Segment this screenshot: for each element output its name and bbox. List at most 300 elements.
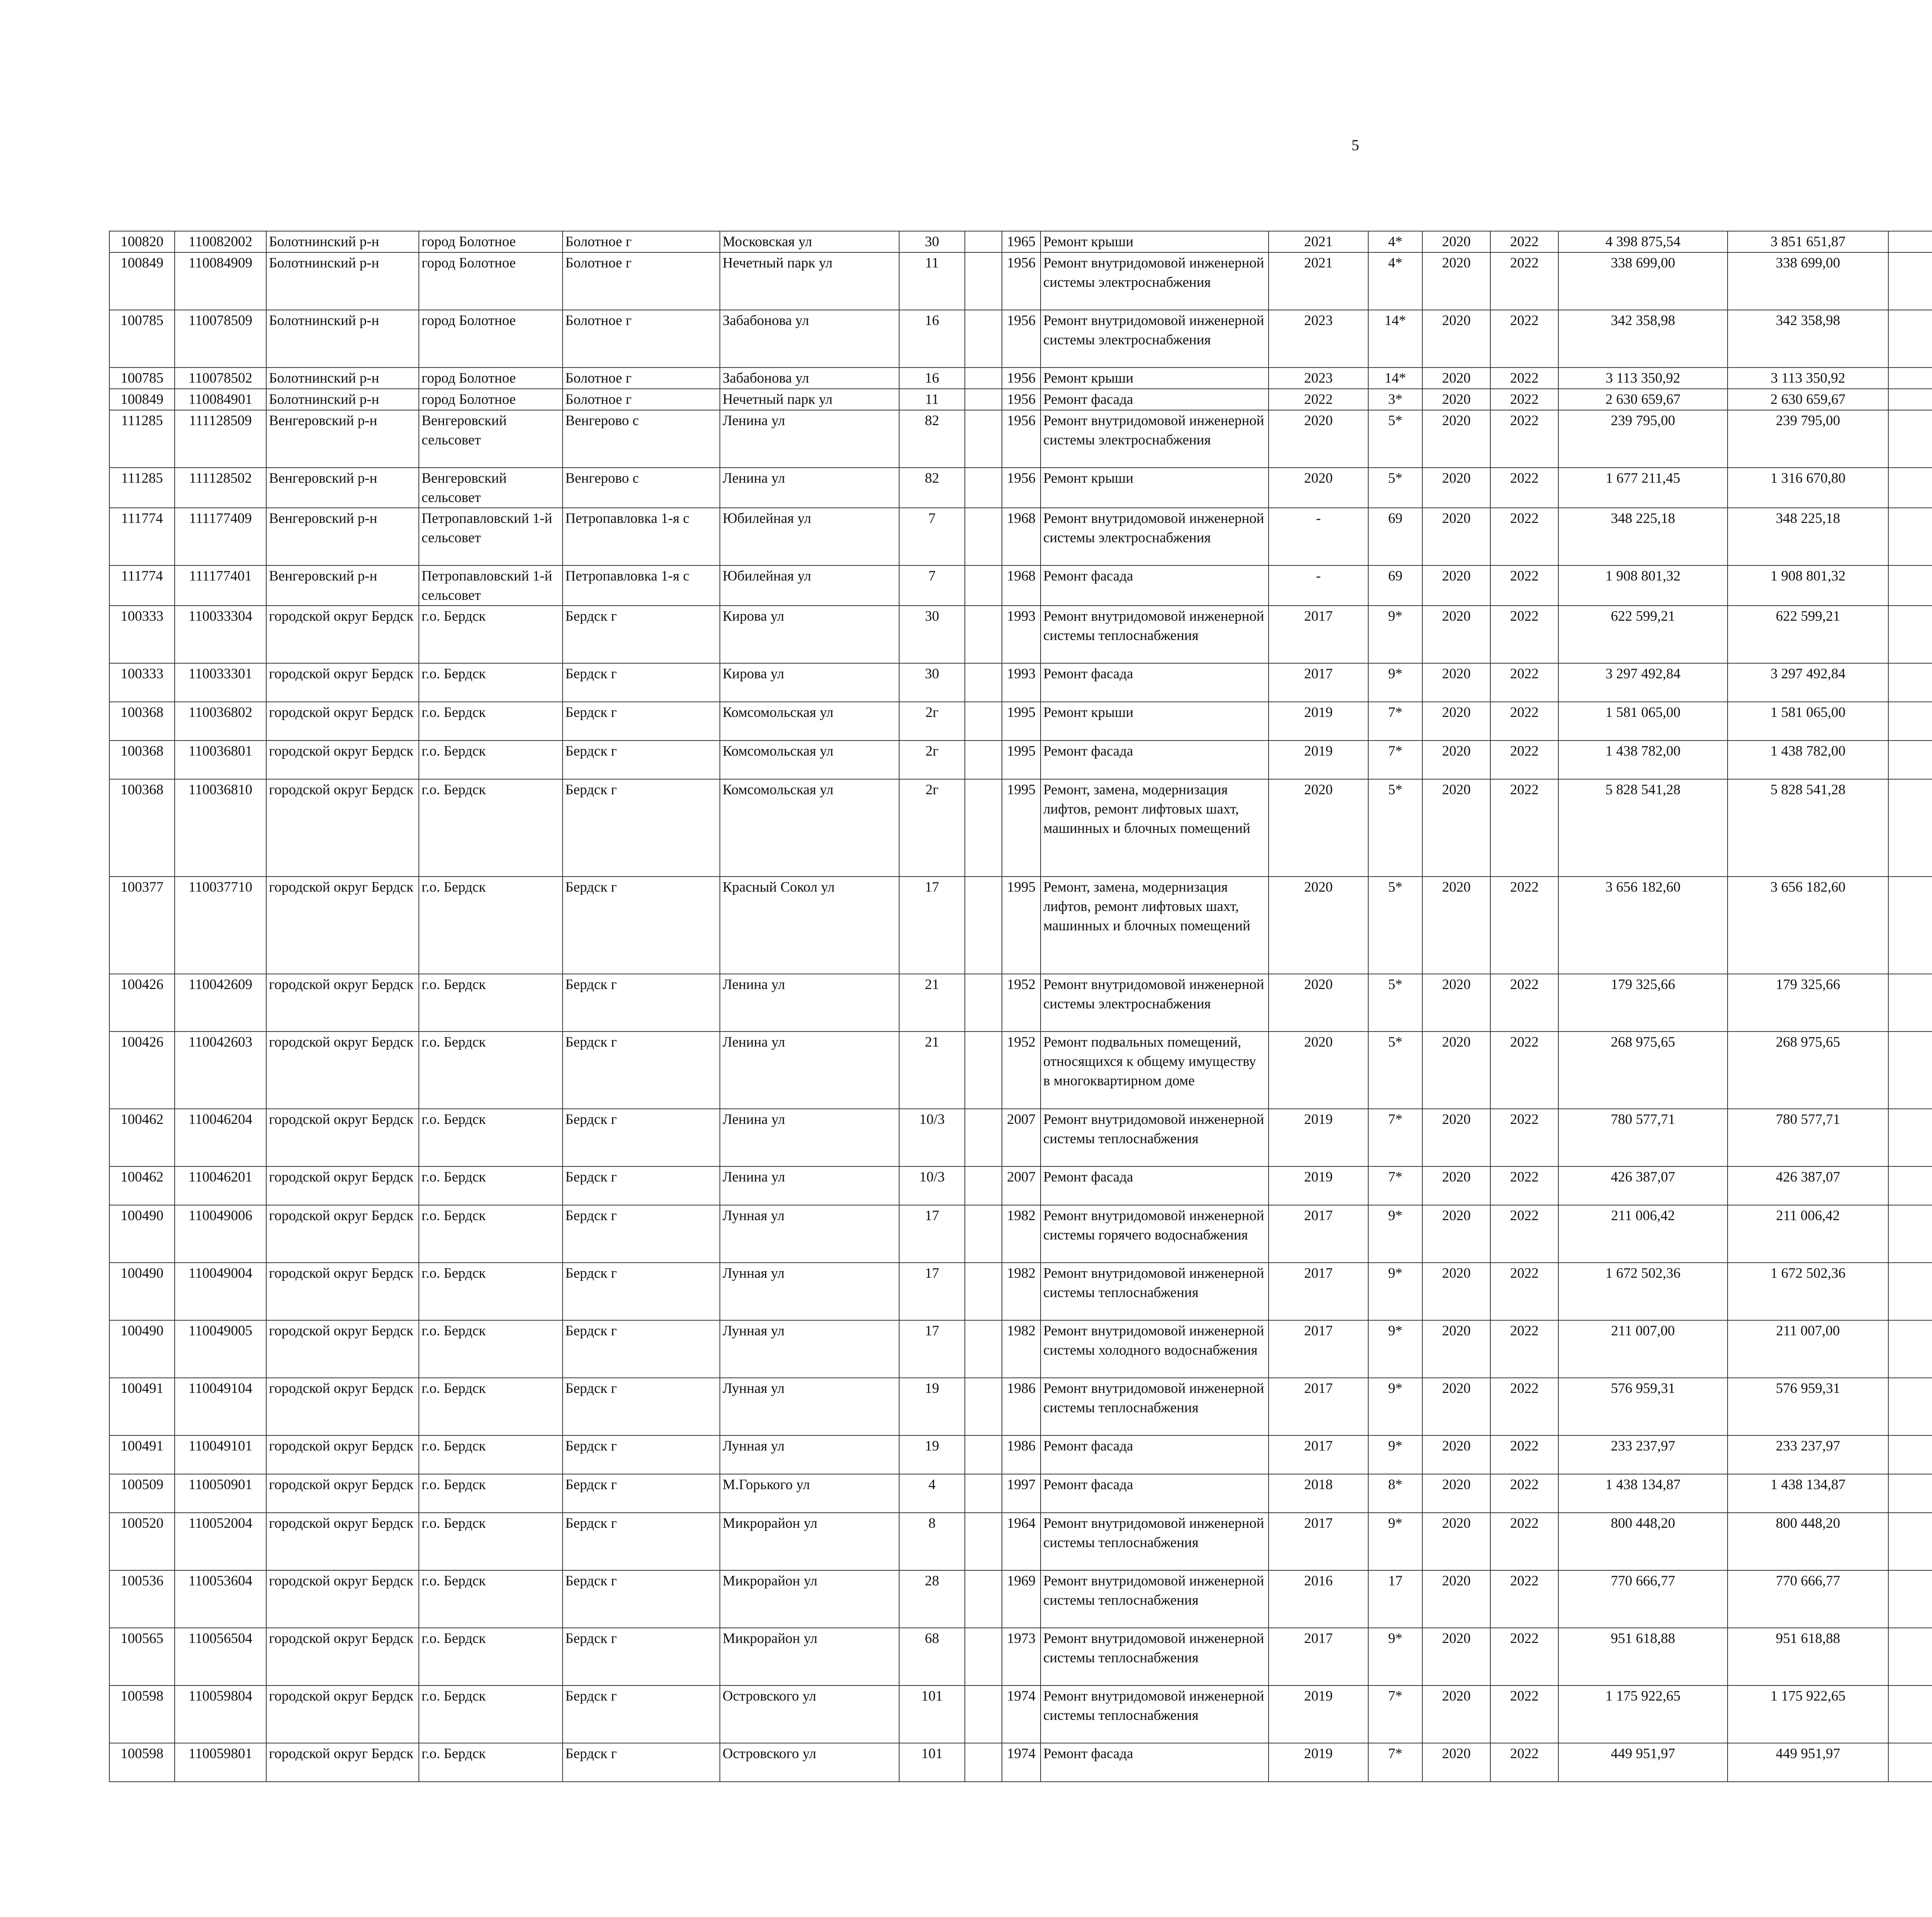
cell-total-cost: 800 448,20 xyxy=(1558,1513,1728,1570)
cell-district: городской округ Бердск xyxy=(266,741,419,779)
cell-house: 17 xyxy=(899,1205,965,1263)
cell-total-cost: 449 951,97 xyxy=(1558,1743,1728,1782)
cell-cost-2 xyxy=(1888,1109,1932,1166)
cell-locality: Бердск г xyxy=(563,1513,720,1570)
cell-cost-2 xyxy=(1888,877,1932,974)
cell-house: 19 xyxy=(899,1378,965,1435)
cell-period-start: 2020 xyxy=(1422,310,1490,368)
cell-work-id: 110059804 xyxy=(175,1685,266,1743)
cell-building xyxy=(965,779,1002,877)
cell-floors: 5* xyxy=(1368,779,1422,877)
cell-year-built: 1968 xyxy=(1002,565,1041,606)
table-row xyxy=(109,1743,1932,1782)
cell-year-built: 1974 xyxy=(1002,1685,1041,1743)
cell-period-end: 2022 xyxy=(1490,779,1558,877)
cell-street: Островского ул xyxy=(720,1743,899,1782)
cell-cost-2 xyxy=(1888,1263,1932,1320)
cell-work-id: 110084901 xyxy=(175,389,266,410)
cell-repair-year: 2017 xyxy=(1269,663,1368,702)
cell-year-built: 1968 xyxy=(1002,508,1041,565)
cell-work-id: 110036802 xyxy=(175,702,266,741)
cell-municipality: г.о. Бердск xyxy=(419,974,563,1032)
cell-district: городской округ Бердск xyxy=(266,1628,419,1685)
cell-cost-fund: 780 577,71 xyxy=(1728,1109,1888,1166)
cell-total-cost: 179 325,66 xyxy=(1558,974,1728,1032)
cell-floors: 5* xyxy=(1368,468,1422,508)
cell-building xyxy=(965,1435,1002,1474)
cell-total-cost: 4 398 875,54 xyxy=(1558,231,1728,252)
cell-house-id: 100333 xyxy=(109,606,175,663)
cell-work-id: 110084909 xyxy=(175,252,266,310)
cell-work-id: 110042609 xyxy=(175,974,266,1032)
cell-locality: Болотное г xyxy=(563,389,720,410)
cell-work: Ремонт подвальных помещений, относящихся к общему имуществу в многоквартирном доме xyxy=(1041,1032,1269,1109)
cell-total-cost: 3 113 350,92 xyxy=(1558,368,1728,389)
cell-floors: 9* xyxy=(1368,606,1422,663)
cell-district: городской округ Бердск xyxy=(266,1109,419,1166)
cell-year-built: 1952 xyxy=(1002,1032,1041,1109)
cell-building xyxy=(965,565,1002,606)
cell-street: Микрорайон ул xyxy=(720,1570,899,1628)
cell-locality: Болотное г xyxy=(563,310,720,368)
cell-building xyxy=(965,231,1002,252)
cell-street: Лунная ул xyxy=(720,1205,899,1263)
cell-cost-fund: 179 325,66 xyxy=(1728,974,1888,1032)
cell-period-end: 2022 xyxy=(1490,1743,1558,1782)
cell-house-id: 100490 xyxy=(109,1263,175,1320)
cell-cost-2 xyxy=(1888,1743,1932,1782)
cell-street: Ленина ул xyxy=(720,410,899,468)
cell-district: городской округ Бердск xyxy=(266,1513,419,1570)
cell-house-id: 100333 xyxy=(109,663,175,702)
cell-total-cost: 1 672 502,36 xyxy=(1558,1263,1728,1320)
cell-floors: 5* xyxy=(1368,1032,1422,1109)
cell-locality: Бердск г xyxy=(563,1263,720,1320)
cell-cost-fund: 1 438 782,00 xyxy=(1728,741,1888,779)
cell-municipality: город Болотное xyxy=(419,252,563,310)
table-row xyxy=(109,410,1932,468)
cell-locality: Бердск г xyxy=(563,1474,720,1513)
cell-locality: Бердск г xyxy=(563,974,720,1032)
cell-district: Болотнинский р-н xyxy=(266,389,419,410)
cell-work: Ремонт внутридомовой инженерной системы теплоснабжения xyxy=(1041,1685,1269,1743)
cell-house-id: 111285 xyxy=(109,410,175,468)
cell-repair-year: 2020 xyxy=(1269,468,1368,508)
cell-work: Ремонт фасада xyxy=(1041,1435,1269,1474)
cell-cost-fund: 800 448,20 xyxy=(1728,1513,1888,1570)
cell-total-cost: 426 387,07 xyxy=(1558,1166,1728,1205)
cell-municipality: Венгеровский сельсовет xyxy=(419,410,563,468)
cell-period-start: 2020 xyxy=(1422,1205,1490,1263)
cell-period-end: 2022 xyxy=(1490,1474,1558,1513)
cell-street: Комсомольская ул xyxy=(720,779,899,877)
cell-municipality: г.о. Бердск xyxy=(419,1513,563,1570)
table-row xyxy=(109,231,1932,252)
cell-year-built: 1956 xyxy=(1002,252,1041,310)
cell-street: Красный Сокол ул xyxy=(720,877,899,974)
cell-period-start: 2020 xyxy=(1422,1628,1490,1685)
cell-repair-year: 2020 xyxy=(1269,1032,1368,1109)
cell-municipality: г.о. Бердск xyxy=(419,877,563,974)
cell-building xyxy=(965,1628,1002,1685)
cell-cost-2 xyxy=(1888,1435,1932,1474)
cell-house: 16 xyxy=(899,368,965,389)
cell-street: Островского ул xyxy=(720,1685,899,1743)
cell-municipality: город Болотное xyxy=(419,310,563,368)
cell-period-end: 2022 xyxy=(1490,702,1558,741)
cell-cost-fund: 268 975,65 xyxy=(1728,1032,1888,1109)
cell-municipality: г.о. Бердск xyxy=(419,663,563,702)
cell-cost-fund: 770 666,77 xyxy=(1728,1570,1888,1628)
cell-building xyxy=(965,1513,1002,1570)
cell-municipality: город Болотное xyxy=(419,231,563,252)
table-row xyxy=(109,1378,1932,1435)
cell-period-start: 2020 xyxy=(1422,663,1490,702)
cell-cost-fund: 233 237,97 xyxy=(1728,1435,1888,1474)
cell-total-cost: 3 656 182,60 xyxy=(1558,877,1728,974)
cell-work: Ремонт, замена, модернизация лифтов, ремонт лифтовых шахт, машинных и блочных помещений xyxy=(1041,779,1269,877)
cell-period-start: 2020 xyxy=(1422,702,1490,741)
cell-house-id: 100462 xyxy=(109,1166,175,1205)
cell-street: Забабонова ул xyxy=(720,310,899,368)
cell-work-id: 110049101 xyxy=(175,1435,266,1474)
cell-floors: 5* xyxy=(1368,974,1422,1032)
cell-municipality: г.о. Бердск xyxy=(419,606,563,663)
cell-work: Ремонт внутридомовой инженерной системы электроснабжения xyxy=(1041,508,1269,565)
cell-floors: 8* xyxy=(1368,1474,1422,1513)
cell-work-id: 110059801 xyxy=(175,1743,266,1782)
cell-period-end: 2022 xyxy=(1490,1109,1558,1166)
cell-street: Лунная ул xyxy=(720,1435,899,1474)
cell-building xyxy=(965,1263,1002,1320)
cell-cost-2 xyxy=(1888,779,1932,877)
cell-house: 30 xyxy=(899,606,965,663)
cell-work: Ремонт внутридомовой инженерной системы холодного водоснабжения xyxy=(1041,1320,1269,1378)
cell-building xyxy=(965,508,1002,565)
cell-period-start: 2020 xyxy=(1422,410,1490,468)
cell-house: 17 xyxy=(899,1263,965,1320)
cell-municipality: г.о. Бердск xyxy=(419,741,563,779)
cell-period-end: 2022 xyxy=(1490,1628,1558,1685)
cell-work-id: 111128509 xyxy=(175,410,266,468)
cell-house-id: 100426 xyxy=(109,1032,175,1109)
cell-cost-2 xyxy=(1888,1513,1932,1570)
cell-cost-2 xyxy=(1888,1628,1932,1685)
cell-cost-fund: 2 630 659,67 xyxy=(1728,389,1888,410)
cell-house: 28 xyxy=(899,1570,965,1628)
cell-locality: Бердск г xyxy=(563,741,720,779)
cell-municipality: г.о. Бердск xyxy=(419,1435,563,1474)
cell-year-built: 1995 xyxy=(1002,877,1041,974)
cell-locality: Бердск г xyxy=(563,663,720,702)
cell-cost-fund: 239 795,00 xyxy=(1728,410,1888,468)
cell-period-start: 2020 xyxy=(1422,252,1490,310)
cell-municipality: г.о. Бердск xyxy=(419,1743,563,1782)
cell-period-start: 2020 xyxy=(1422,1378,1490,1435)
cell-cost-fund: 5 828 541,28 xyxy=(1728,779,1888,877)
cell-cost-2 xyxy=(1888,565,1932,606)
cell-house: 7 xyxy=(899,508,965,565)
cell-cost-2 xyxy=(1888,1685,1932,1743)
cell-year-built: 1997 xyxy=(1002,1474,1041,1513)
cell-cost-2 xyxy=(1888,702,1932,741)
cell-building xyxy=(965,468,1002,508)
cell-period-start: 2020 xyxy=(1422,1109,1490,1166)
cell-period-end: 2022 xyxy=(1490,508,1558,565)
cell-year-built: 1982 xyxy=(1002,1263,1041,1320)
cell-building xyxy=(965,877,1002,974)
cell-work: Ремонт крыши xyxy=(1041,368,1269,389)
cell-building xyxy=(965,663,1002,702)
cell-period-start: 2020 xyxy=(1422,231,1490,252)
cell-work: Ремонт фасада xyxy=(1041,1743,1269,1782)
cell-street: Ленина ул xyxy=(720,1109,899,1166)
cell-cost-2 xyxy=(1888,410,1932,468)
cell-repair-year: 2020 xyxy=(1269,877,1368,974)
cell-repair-year: 2020 xyxy=(1269,974,1368,1032)
table-row xyxy=(109,1685,1932,1743)
cell-building xyxy=(965,974,1002,1032)
cell-period-end: 2022 xyxy=(1490,252,1558,310)
cell-total-cost: 1 175 922,65 xyxy=(1558,1685,1728,1743)
cell-floors: 7* xyxy=(1368,1685,1422,1743)
cell-house: 101 xyxy=(899,1743,965,1782)
cell-period-end: 2022 xyxy=(1490,1513,1558,1570)
cell-municipality: Петропавловский 1-й сельсовет xyxy=(419,565,563,606)
cell-cost-fund: 3 851 651,87 xyxy=(1728,231,1888,252)
cell-period-start: 2020 xyxy=(1422,779,1490,877)
cell-cost-2 xyxy=(1888,663,1932,702)
cell-locality: Болотное г xyxy=(563,368,720,389)
table-row xyxy=(109,663,1932,702)
cell-building xyxy=(965,1474,1002,1513)
cell-house-id: 100426 xyxy=(109,974,175,1032)
cell-locality: Болотное г xyxy=(563,231,720,252)
cell-work: Ремонт внутридомовой инженерной системы электроснабжения xyxy=(1041,410,1269,468)
cell-repair-year: 2021 xyxy=(1269,231,1368,252)
cell-district: городской округ Бердск xyxy=(266,663,419,702)
cell-street: Лунная ул xyxy=(720,1378,899,1435)
cell-repair-year: 2022 xyxy=(1269,389,1368,410)
cell-building xyxy=(965,741,1002,779)
cell-house-id: 100598 xyxy=(109,1743,175,1782)
table-row xyxy=(109,702,1932,741)
cell-year-built: 1995 xyxy=(1002,702,1041,741)
cell-street: Микрорайон ул xyxy=(720,1628,899,1685)
cell-cost-2 xyxy=(1888,1474,1932,1513)
cell-building xyxy=(965,606,1002,663)
cell-work-id: 111177409 xyxy=(175,508,266,565)
cell-period-end: 2022 xyxy=(1490,310,1558,368)
cell-work: Ремонт внутридомовой инженерной системы теплоснабжения xyxy=(1041,1378,1269,1435)
cell-municipality: г.о. Бердск xyxy=(419,1378,563,1435)
cell-district: городской округ Бердск xyxy=(266,606,419,663)
cell-building xyxy=(965,410,1002,468)
cell-cost-fund: 211 007,00 xyxy=(1728,1320,1888,1378)
cell-cost-2 xyxy=(1888,310,1932,368)
cell-period-start: 2020 xyxy=(1422,1474,1490,1513)
table-row xyxy=(109,606,1932,663)
cell-year-built: 1973 xyxy=(1002,1628,1041,1685)
cell-year-built: 1993 xyxy=(1002,663,1041,702)
cell-house: 82 xyxy=(899,468,965,508)
cell-work-id: 110037710 xyxy=(175,877,266,974)
cell-repair-year: 2017 xyxy=(1269,1263,1368,1320)
cell-total-cost: 1 438 782,00 xyxy=(1558,741,1728,779)
cell-work-id: 110042603 xyxy=(175,1032,266,1109)
cell-total-cost: 338 699,00 xyxy=(1558,252,1728,310)
cell-total-cost: 770 666,77 xyxy=(1558,1570,1728,1628)
cell-cost-2 xyxy=(1888,1378,1932,1435)
cell-district: городской округ Бердск xyxy=(266,1570,419,1628)
cell-total-cost: 348 225,18 xyxy=(1558,508,1728,565)
cell-building xyxy=(965,1570,1002,1628)
cell-building xyxy=(965,702,1002,741)
cell-street: Лунная ул xyxy=(720,1320,899,1378)
cell-period-start: 2020 xyxy=(1422,974,1490,1032)
cell-house-id: 100820 xyxy=(109,231,175,252)
cell-locality: Бердск г xyxy=(563,877,720,974)
cell-work: Ремонт фасада xyxy=(1041,1474,1269,1513)
cell-house: 4 xyxy=(899,1474,965,1513)
cell-house: 16 xyxy=(899,310,965,368)
cell-cost-2 xyxy=(1888,389,1932,410)
cell-year-built: 1952 xyxy=(1002,974,1041,1032)
cell-year-built: 1974 xyxy=(1002,1743,1041,1782)
cell-cost-2 xyxy=(1888,1166,1932,1205)
cell-work: Ремонт фасада xyxy=(1041,663,1269,702)
cell-building xyxy=(965,252,1002,310)
cell-year-built: 1995 xyxy=(1002,741,1041,779)
cell-cost-2 xyxy=(1888,974,1932,1032)
cell-period-start: 2020 xyxy=(1422,468,1490,508)
cell-period-start: 2020 xyxy=(1422,1435,1490,1474)
cell-repair-year: 2019 xyxy=(1269,1685,1368,1743)
cell-work-id: 110078509 xyxy=(175,310,266,368)
cell-cost-2 xyxy=(1888,1570,1932,1628)
cell-house-id: 111774 xyxy=(109,508,175,565)
cell-cost-2 xyxy=(1888,1205,1932,1263)
cell-floors: 4* xyxy=(1368,231,1422,252)
cell-house-id: 111774 xyxy=(109,565,175,606)
cell-locality: Бердск г xyxy=(563,1032,720,1109)
cell-floors: 69 xyxy=(1368,508,1422,565)
cell-house-id: 100368 xyxy=(109,779,175,877)
cell-district: городской округ Бердск xyxy=(266,877,419,974)
cell-period-end: 2022 xyxy=(1490,974,1558,1032)
cell-period-end: 2022 xyxy=(1490,877,1558,974)
cell-period-start: 2020 xyxy=(1422,1263,1490,1320)
cell-cost-2 xyxy=(1888,468,1932,508)
cell-year-built: 1956 xyxy=(1002,310,1041,368)
cell-cost-fund: 3 113 350,92 xyxy=(1728,368,1888,389)
cell-district: городской округ Бердск xyxy=(266,1378,419,1435)
cell-street: Ленина ул xyxy=(720,974,899,1032)
cell-building xyxy=(965,389,1002,410)
table-row xyxy=(109,741,1932,779)
repair-program-table xyxy=(109,231,1932,1782)
cell-year-built: 1969 xyxy=(1002,1570,1041,1628)
cell-street: Забабонова ул xyxy=(720,368,899,389)
cell-year-built: 1982 xyxy=(1002,1320,1041,1378)
cell-year-built: 1986 xyxy=(1002,1435,1041,1474)
cell-work: Ремонт фасада xyxy=(1041,389,1269,410)
cell-repair-year: 2019 xyxy=(1269,741,1368,779)
cell-cost-fund: 426 387,07 xyxy=(1728,1166,1888,1205)
cell-floors: 7* xyxy=(1368,702,1422,741)
cell-floors: 5* xyxy=(1368,410,1422,468)
cell-house: 17 xyxy=(899,1320,965,1378)
table-row xyxy=(109,1628,1932,1685)
cell-total-cost: 1 908 801,32 xyxy=(1558,565,1728,606)
cell-work: Ремонт фасада xyxy=(1041,1166,1269,1205)
cell-house-id: 100565 xyxy=(109,1628,175,1685)
cell-district: Болотнинский р-н xyxy=(266,252,419,310)
cell-cost-2 xyxy=(1888,1032,1932,1109)
cell-building xyxy=(965,1378,1002,1435)
cell-year-built: 1956 xyxy=(1002,368,1041,389)
cell-municipality: г.о. Бердск xyxy=(419,702,563,741)
cell-period-end: 2022 xyxy=(1490,368,1558,389)
cell-house: 10/3 xyxy=(899,1109,965,1166)
cell-work-id: 110053604 xyxy=(175,1570,266,1628)
cell-year-built: 1982 xyxy=(1002,1205,1041,1263)
cell-house: 10/3 xyxy=(899,1166,965,1205)
cell-period-start: 2020 xyxy=(1422,565,1490,606)
table-row xyxy=(109,1109,1932,1166)
cell-year-built: 1956 xyxy=(1002,410,1041,468)
table-row xyxy=(109,1032,1932,1109)
cell-total-cost: 622 599,21 xyxy=(1558,606,1728,663)
cell-locality: Бердск г xyxy=(563,1320,720,1378)
cell-work-id: 110033304 xyxy=(175,606,266,663)
cell-total-cost: 2 630 659,67 xyxy=(1558,389,1728,410)
cell-house: 21 xyxy=(899,974,965,1032)
cell-house: 21 xyxy=(899,1032,965,1109)
cell-work-id: 110082002 xyxy=(175,231,266,252)
cell-cost-fund: 3 297 492,84 xyxy=(1728,663,1888,702)
cell-house: 101 xyxy=(899,1685,965,1743)
cell-street: Ленина ул xyxy=(720,468,899,508)
cell-floors: 9* xyxy=(1368,1263,1422,1320)
cell-house: 11 xyxy=(899,389,965,410)
cell-total-cost: 211 006,42 xyxy=(1558,1205,1728,1263)
cell-cost-fund: 1 672 502,36 xyxy=(1728,1263,1888,1320)
cell-district: городской округ Бердск xyxy=(266,1474,419,1513)
cell-cost-2 xyxy=(1888,741,1932,779)
cell-house: 7 xyxy=(899,565,965,606)
cell-floors: 9* xyxy=(1368,1205,1422,1263)
table-row xyxy=(109,1166,1932,1205)
cell-municipality: Петропавловский 1-й сельсовет xyxy=(419,508,563,565)
cell-work: Ремонт внутридомовой инженерной системы теплоснабжения xyxy=(1041,606,1269,663)
cell-total-cost: 1 677 211,45 xyxy=(1558,468,1728,508)
cell-floors: 4* xyxy=(1368,252,1422,310)
table-row xyxy=(109,468,1932,508)
cell-municipality: г.о. Бердск xyxy=(419,1685,563,1743)
cell-locality: Бердск г xyxy=(563,702,720,741)
cell-house-id: 100491 xyxy=(109,1378,175,1435)
cell-floors: 5* xyxy=(1368,877,1422,974)
cell-period-end: 2022 xyxy=(1490,389,1558,410)
cell-total-cost: 1 581 065,00 xyxy=(1558,702,1728,741)
cell-street: Московская ул xyxy=(720,231,899,252)
cell-total-cost: 576 959,31 xyxy=(1558,1378,1728,1435)
cell-repair-year: 2017 xyxy=(1269,1435,1368,1474)
cell-house-id: 100849 xyxy=(109,252,175,310)
cell-work: Ремонт внутридомовой инженерной системы теплоснабжения xyxy=(1041,1263,1269,1320)
cell-building xyxy=(965,1743,1002,1782)
